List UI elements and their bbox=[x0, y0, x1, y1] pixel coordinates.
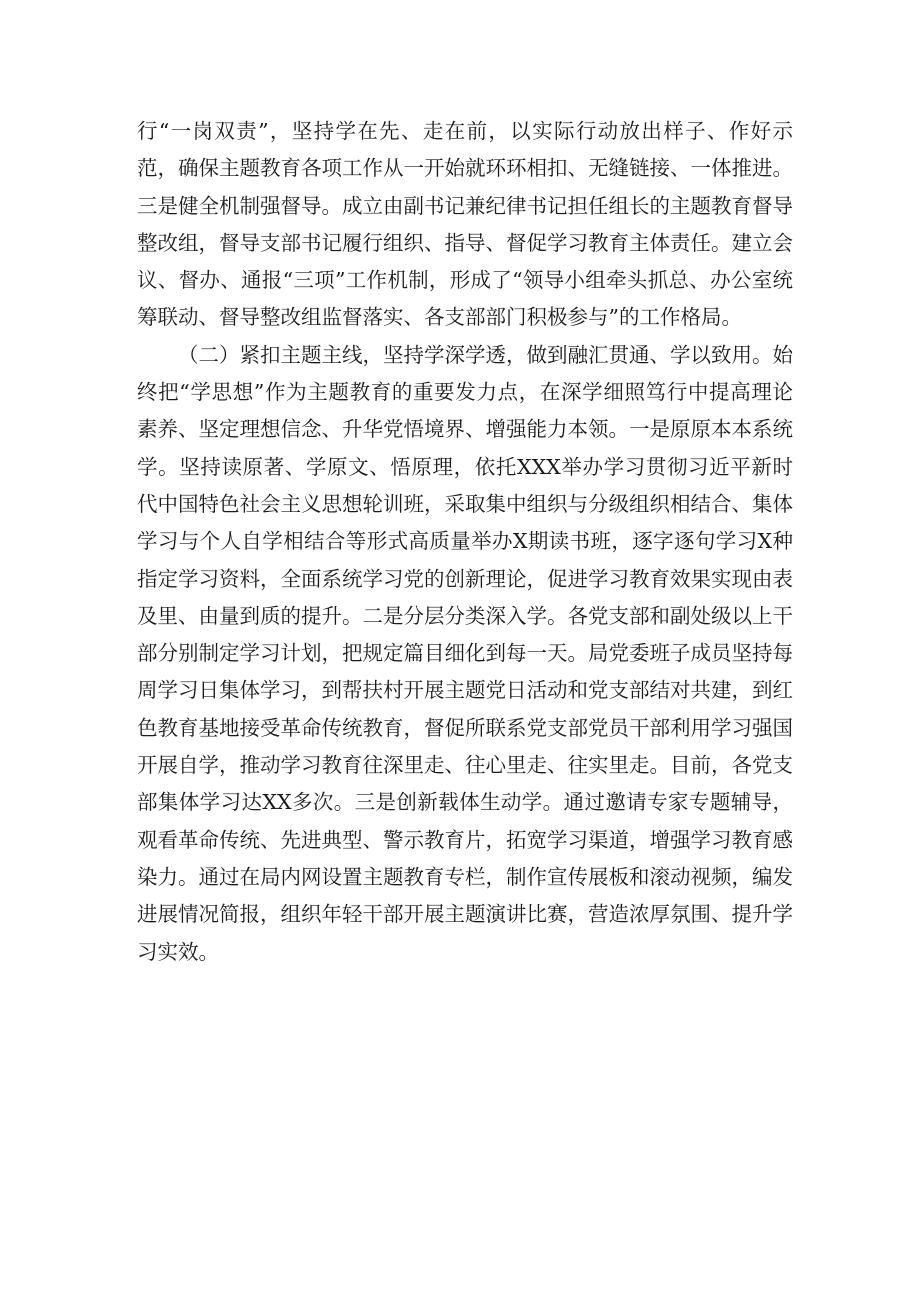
document-body bbox=[137, 113, 793, 971]
paragraph-2: （二）紧扣主题主线，坚持学深学透，做到融汇贯通、学以致用。始终把“学思想”作为主题教育的重要发力点，在深学细照笃行中提高理论素养、坚定理想信念、升华党悟境界、增强能力本领。一是原原本本系统学。坚持读原著、学原文、悟原理，依托XXX举办学习贯彻习近平新时代中国特色社会主义思想轮训班，采取集中组织与分级组织相结合、集体学习与个人自学相结合等形式高质量举办X期读书班，逐字逐句学习X种指定学习资料，全面系统学习党的创新理论，促进学习教育效果实现由表及里、由量到质的提升。二是分层分类深入学。各党支部和副处级以上干部分别制定学习计划，把规定篇目细化到每一天。局党委班子成员坚持每周学习日集体学习，到帮扶村开展主题党日活动和党支部结对共建，到红色教育基地接受革命传统教育，督促所联系党支部党员干部利用学习强国开展自学，推动学习教育往深里走、往心里走、往实里走。目前，各党支部集体学习达XX多次。三是创新载体生动学。通过邀请专家专题辅导，观看革命传统、先进典型、警示教育片，拓宽学习渠道，增强学习教育感染力。通过在局内网设置主题教育专栏，制作宣传展板和滚动视频，编发进展情况简报，组织年轻干部开展主题演讲比赛，营造浓厚氛围、提升学习实效。 bbox=[137, 342, 793, 964]
paragraph-1: 行“一岗双责”，坚持学在先、走在前，以实际行动放出样子、作好示范，确保主题教育各项工作从一开始就环环相扣、无缝链接、一体推进。三是健全机制强督导。成立由副书记兼纪律书记担任组长的主题教育督导整改组，督导支部书记履行组织、指导、督促学习教育主体责任。建立会议、督办、通报“三项”工作机制，形成了“领导小组牵头抓总、办公室统筹联动、督导整改组监督落实、各支部部门积极参与”的工作格局。 bbox=[137, 119, 793, 330]
